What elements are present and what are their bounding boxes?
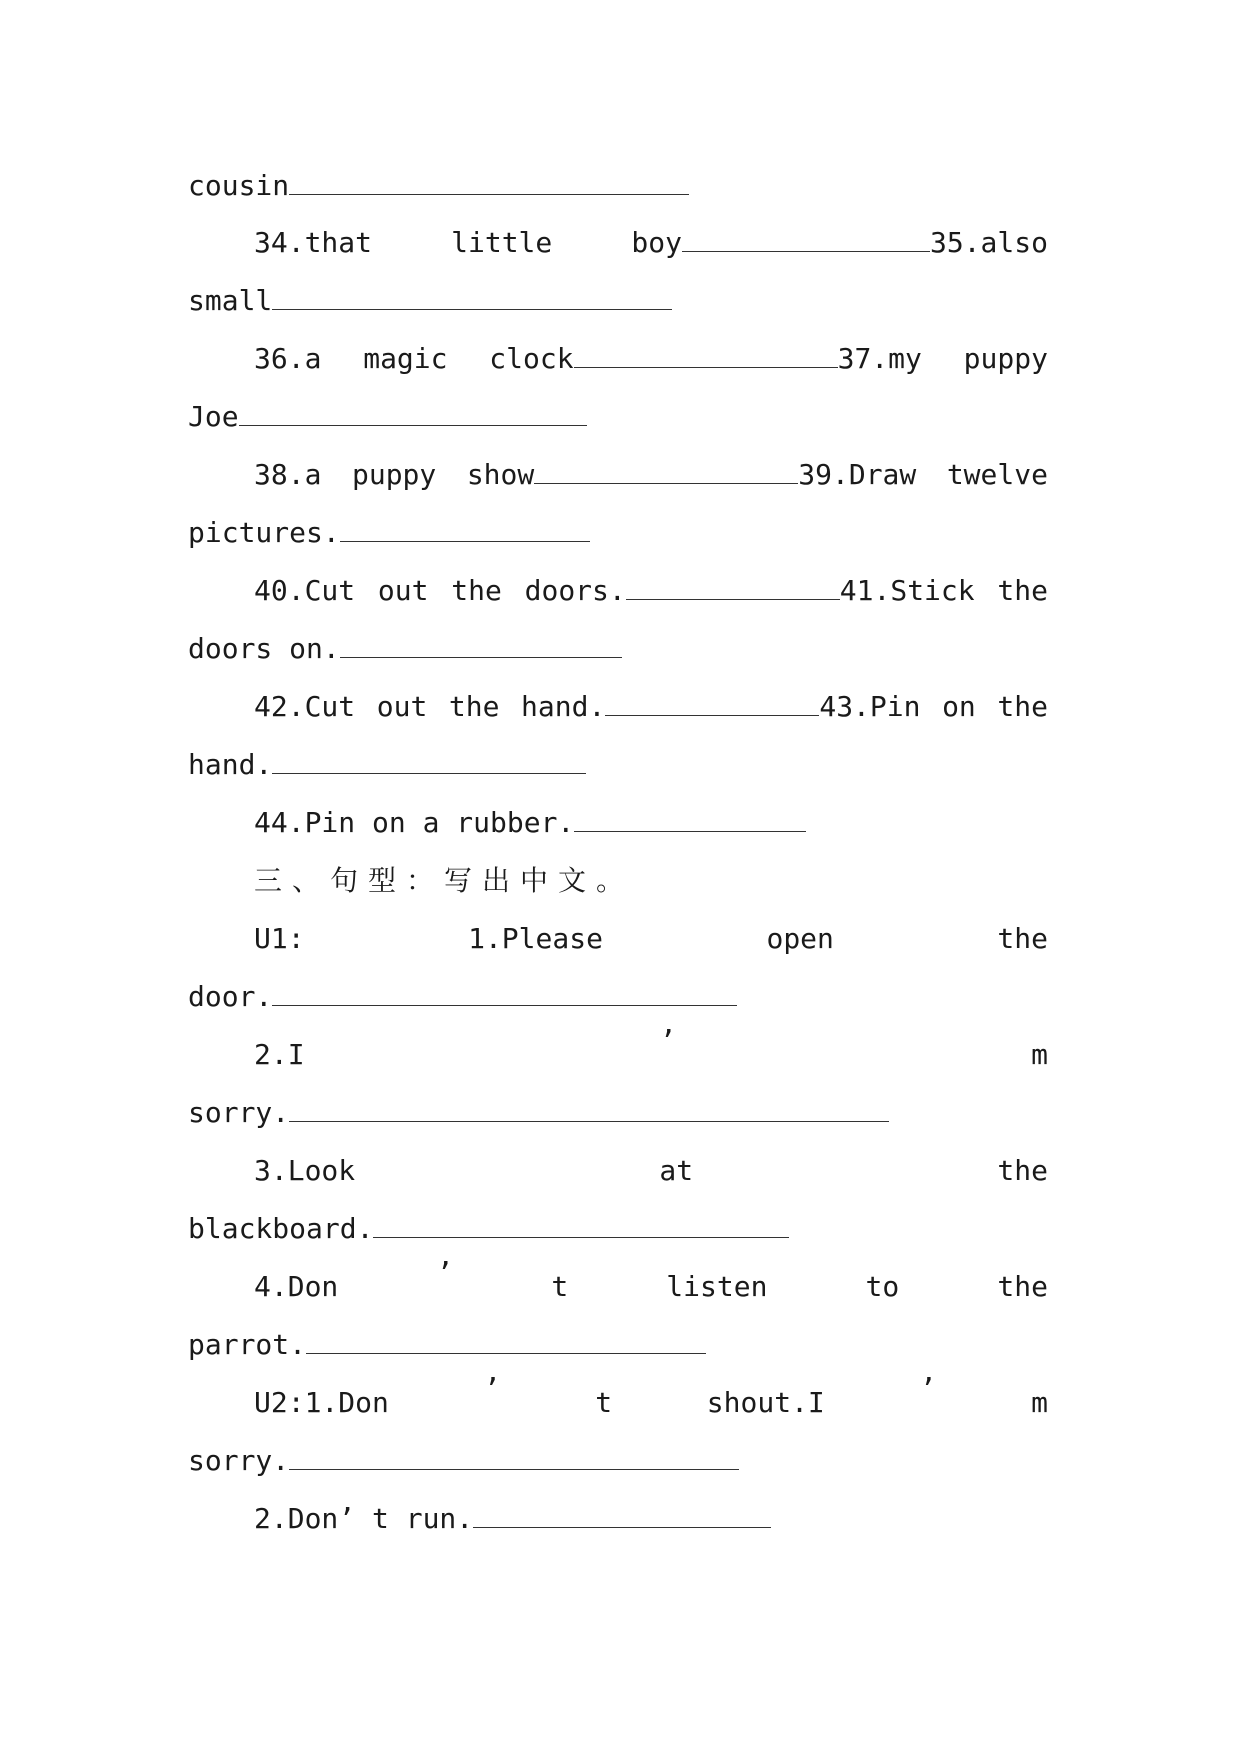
- answer-blank[interactable]: [626, 569, 840, 600]
- sentence-line-u2-2: [254, 1497, 1048, 1541]
- sentence-word: shout.I: [706, 1386, 825, 1419]
- unit-label: U1:: [254, 922, 305, 955]
- vocab-term: show: [466, 458, 535, 491]
- answer-blank[interactable]: [272, 975, 737, 1006]
- vocab-term: puppy: [351, 458, 437, 491]
- vocab-line-pictures: [188, 511, 1048, 555]
- sentence-word: U2:1.Don: [254, 1386, 389, 1419]
- vocab-term: magic: [363, 342, 448, 375]
- vocab-term: Joe: [188, 400, 239, 433]
- sentence-word: ’: [659, 1024, 677, 1057]
- sentence-line-u1-4: [254, 1256, 1048, 1309]
- sentence-word: 3.Look: [254, 1154, 356, 1187]
- vocab-term: 39.Draw: [798, 458, 917, 491]
- vocab-term: 42.Cut: [254, 690, 356, 723]
- sentence-line-u2-1: [254, 1372, 1048, 1425]
- vocab-term: 41.Stick: [839, 574, 975, 607]
- vocab-line-44: [254, 801, 1048, 845]
- vocab-term: the: [451, 574, 502, 607]
- sentence-word: at: [659, 1154, 694, 1187]
- sentence-line-parrot: [188, 1323, 1048, 1367]
- answer-blank[interactable]: [289, 1439, 739, 1470]
- sentence-line-sorry: [188, 1091, 1048, 1135]
- vocab-term: puppy: [963, 342, 1048, 375]
- sentence-word: parrot.: [188, 1328, 307, 1361]
- vocab-term: 34.that: [254, 226, 373, 259]
- vocab-term: hand.: [188, 748, 273, 781]
- answer-blank[interactable]: [306, 1323, 706, 1354]
- sentence-word: open: [766, 922, 834, 955]
- vocab-term: out: [376, 690, 428, 723]
- sentence-word: blackboard.: [188, 1212, 374, 1245]
- vocab-term: 38.a: [254, 458, 322, 491]
- sentence-word: ’: [436, 1256, 454, 1289]
- sentence-word: the: [997, 1270, 1048, 1303]
- answer-blank[interactable]: [574, 801, 806, 832]
- sentence-word: m: [1031, 1038, 1048, 1071]
- vocab-term: 37.my: [837, 342, 922, 375]
- sentence-word: sorry.: [188, 1444, 290, 1477]
- answer-blank[interactable]: [340, 511, 590, 542]
- sentence-word: listen: [666, 1270, 768, 1303]
- vocab-term: 40.Cut: [254, 574, 356, 607]
- sentence-word: 2.I: [254, 1038, 305, 1071]
- vocab-line-34-35: [254, 221, 1048, 265]
- answer-blank[interactable]: [574, 337, 838, 368]
- vocab-term: little: [451, 226, 553, 259]
- vocab-line-doors-on: [188, 627, 1048, 671]
- answer-blank[interactable]: [534, 453, 798, 484]
- vocab-term: 36.a: [254, 342, 322, 375]
- sentence-word: door.: [188, 980, 273, 1013]
- answer-blank[interactable]: [239, 395, 587, 426]
- vocab-line-hand: [188, 743, 1048, 787]
- vocab-line-36-37: [254, 337, 1048, 381]
- vocab-term: 44.Pin on a rubber.: [254, 806, 575, 839]
- vocab-line-40-41: [254, 569, 1048, 613]
- vocab-term: cousin: [188, 169, 290, 202]
- answer-blank[interactable]: [272, 743, 586, 774]
- vocab-term: twelve: [946, 458, 1048, 491]
- section-title: 三、句型：写出中文。: [254, 864, 635, 897]
- sentence-line-sorry-2: [188, 1439, 1048, 1483]
- sentence-line-u1-3: [254, 1149, 1048, 1193]
- sentence-word: ’: [919, 1372, 937, 1405]
- vocab-line-38-39: [254, 453, 1048, 497]
- sentence-line-door: [188, 975, 1048, 1019]
- vocab-term: 35.also: [929, 226, 1048, 259]
- sentence-word: 1.Please: [468, 922, 603, 955]
- vocab-term: pictures.: [188, 516, 340, 549]
- sentence-word: t: [551, 1270, 569, 1303]
- section-heading-sentences: [254, 859, 1048, 903]
- sentence-line-blackboard: [188, 1207, 1048, 1251]
- sentence-word: m: [1031, 1386, 1048, 1419]
- vocab-term: hand.: [521, 690, 606, 723]
- vocab-term: small: [188, 284, 273, 317]
- vocab-line-42-43: [254, 685, 1048, 729]
- answer-blank[interactable]: [340, 627, 622, 658]
- vocab-term: boy: [631, 226, 682, 259]
- vocab-term: clock: [489, 342, 574, 375]
- vocab-term: the: [448, 690, 500, 723]
- sentence-word: t: [595, 1386, 613, 1419]
- vocab-term: the: [997, 690, 1048, 723]
- sentence-word: 4.Don: [254, 1270, 339, 1303]
- answer-blank[interactable]: [605, 685, 819, 716]
- vocab-line-cousin: [188, 164, 1048, 208]
- sentence-word: 2.Don’ t run.: [254, 1502, 474, 1535]
- vocab-term: doors on.: [188, 632, 340, 665]
- vocab-line-joe: [188, 395, 1048, 439]
- vocab-term: on: [942, 690, 976, 723]
- answer-blank[interactable]: [682, 221, 930, 252]
- vocab-term: the: [997, 574, 1048, 607]
- answer-blank[interactable]: [373, 1207, 789, 1238]
- vocab-term: out: [377, 574, 429, 607]
- sentence-line-u1-2: [254, 1024, 1048, 1077]
- vocab-term: doors.: [524, 574, 626, 607]
- answer-blank[interactable]: [289, 164, 689, 195]
- sentence-word: the: [997, 922, 1048, 955]
- answer-blank[interactable]: [289, 1091, 889, 1122]
- vocab-term: 43.Pin: [819, 690, 921, 723]
- vocab-line-small: [188, 279, 1048, 323]
- sentence-word: the: [997, 1154, 1048, 1187]
- sentence-line-u1-1: [254, 917, 1048, 961]
- answer-blank[interactable]: [473, 1497, 771, 1528]
- sentence-word: ’: [483, 1372, 501, 1405]
- sentence-word: sorry.: [188, 1096, 290, 1129]
- answer-blank[interactable]: [272, 279, 672, 310]
- sentence-word: to: [865, 1270, 900, 1303]
